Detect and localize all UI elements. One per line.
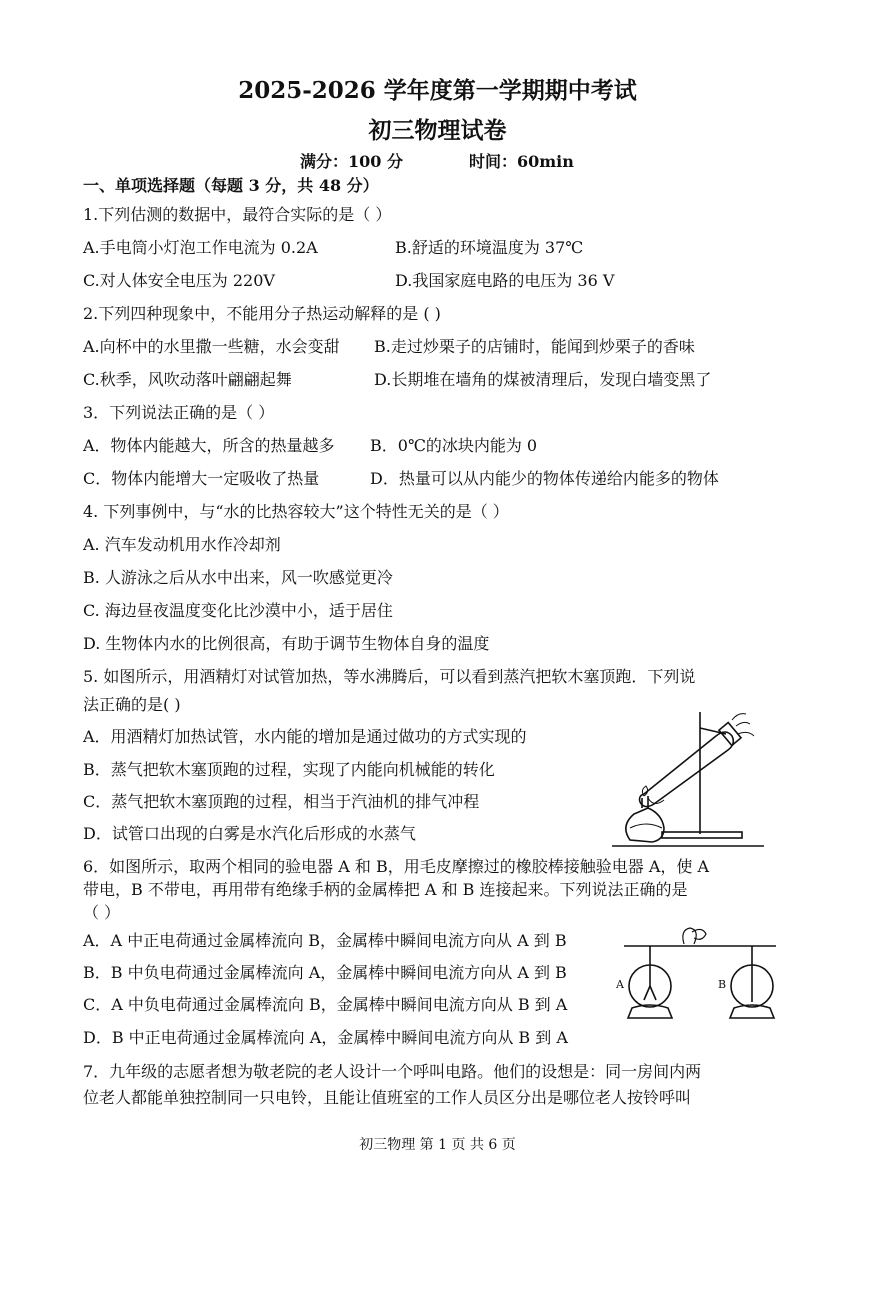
- q6-option-d: D．B 中正电荷通过金属棒流向 A，金属棒中瞬间电流方向从 B 到 A: [83, 1028, 568, 1047]
- q6-option-c: C．A 中负电荷通过金属棒流向 B，金属棒中瞬间电流方向从 B 到 A: [83, 995, 568, 1014]
- exam-subtitle: 初三物理试卷: [368, 117, 507, 144]
- electroscope-label-a: A: [616, 978, 624, 991]
- electroscope-label-b: B: [718, 978, 727, 991]
- q6-stem-line1: 6．如图所示，取两个相同的验电器 A 和 B，用毛皮摩擦过的橡胶棒接触验电器 A，使 A: [83, 857, 710, 876]
- q6-option-a: A．A 中正电荷通过金属棒流向 B，金属棒中瞬间电流方向从 A 到 B: [83, 931, 567, 950]
- q3-option-c: C．物体内能增大一定吸收了热量: [83, 469, 320, 488]
- exam-title: 2025-2026 学年度第一学期期中考试: [238, 77, 637, 104]
- q5-option-a: A．用酒精灯加热试管，水内能的增加是通过做功的方式实现的: [83, 727, 527, 746]
- q3-option-d: D．热量可以从内能少的物体传递给内能多的物体: [370, 469, 719, 488]
- exam-meta: [300, 149, 574, 172]
- q1-option-c: C.对人体安全电压为 220V: [83, 271, 275, 290]
- q2-option-b: B.走过炒栗子的店铺时，能闻到炒栗子的香味: [374, 337, 695, 356]
- q2-stem: 2.下列四种现象中，不能用分子热运动解释的是 ( ): [83, 304, 441, 323]
- q5-option-d: D．试管口出现的白雾是水汽化后形成的水蒸气: [83, 824, 416, 843]
- q1-option-d: D.我国家庭电路的电压为 36 V: [395, 271, 615, 290]
- q2-option-d: D.长期堆在墙角的煤被清理后，发现白墙变黑了: [374, 370, 712, 389]
- electroscope-figure: [612, 920, 784, 1026]
- q4-option-a: A. 汽车发动机用水作冷却剂: [83, 535, 281, 554]
- q7-stem-line1: 7．九年级的志愿者想为敬老院的老人设计一个呼叫电路。他们的设想是：同一房间内两: [83, 1062, 702, 1081]
- q1-option-b: B.舒适的环境温度为 37℃: [395, 238, 584, 257]
- q4-option-c: C. 海边昼夜温度变化比沙漠中小，适于居住: [83, 601, 393, 620]
- exam-time: 时间：60min: [468, 152, 574, 171]
- q5-option-b: B．蒸气把软木塞顶跑的过程，实现了内能向机械能的转化: [83, 760, 495, 779]
- q5-option-c: C．蒸气把软木塞顶跑的过程，相当于汽油机的排气冲程: [83, 792, 480, 811]
- q4-option-d: D. 生物体内水的比例很高，有助于调节生物体自身的温度: [83, 634, 490, 653]
- section-heading: 一、单项选择题（每题 3 分，共 48 分）: [83, 176, 379, 195]
- q6-stem-line2: 带电，B 不带电，再用带有绝缘手柄的金属棒把 A 和 B 连接起来。下列说法正确的是: [83, 880, 688, 899]
- q2-option-c: C.秋季，风吹动落叶翩翩起舞: [83, 370, 292, 389]
- q7-stem-line2: 位老人都能单独控制同一只电铃，且能让值班室的工作人员区分出是哪位老人按铃呼叫: [83, 1088, 692, 1107]
- test-tube-heating-figure: [608, 708, 768, 850]
- q6-stem-line3: （ ）: [83, 903, 121, 922]
- q5-stem-line2: 法正确的是( ): [83, 695, 181, 714]
- q1-stem: 1.下列估测的数据中，最符合实际的是（ ）: [83, 205, 392, 224]
- q3-stem: 3．下列说法正确的是（ ）: [83, 403, 275, 422]
- q1-option-a: A.手电筒小灯泡工作电流为 0.2A: [83, 238, 318, 257]
- q5-stem-line1: 5. 如图所示，用酒精灯对试管加热，等水沸腾后，可以看到蒸汽把软木塞顶跑．下列说: [83, 667, 696, 686]
- full-score: 满分：100 分: [300, 152, 403, 171]
- q3-option-b: B．0℃的冰块内能为 0: [370, 436, 538, 455]
- q4-stem: 4. 下列事例中，与“水的比热容较大”这个特性无关的是（ ）: [83, 502, 509, 521]
- page-footer: 初三物理 第 1 页 共 6 页: [359, 1137, 516, 1153]
- q4-option-b: B. 人游泳之后从水中出来，风一吹感觉更冷: [83, 568, 393, 587]
- q3-option-a: A．物体内能越大，所含的热量越多: [83, 436, 335, 455]
- q2-option-a: A.向杯中的水里撒一些糖，水会变甜: [83, 337, 340, 356]
- q6-option-b: B．B 中负电荷通过金属棒流向 A，金属棒中瞬间电流方向从 A 到 B: [83, 963, 567, 982]
